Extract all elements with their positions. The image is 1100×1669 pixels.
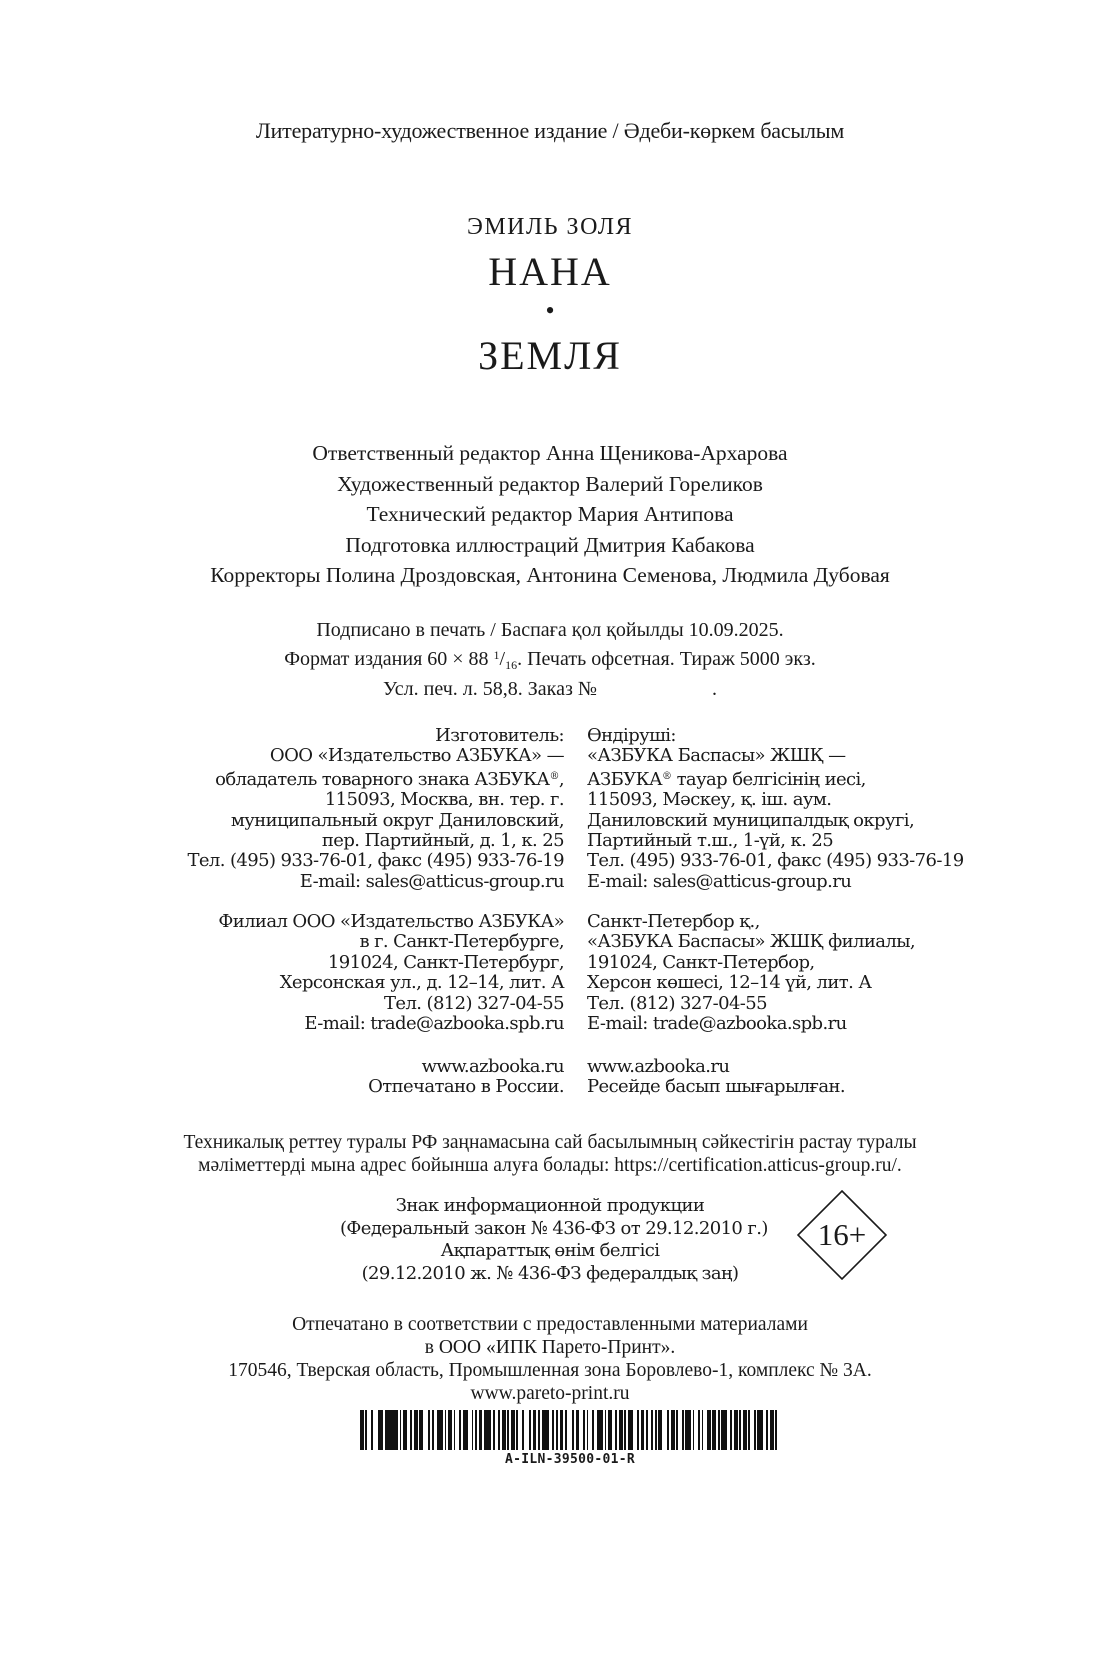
credit-line: Ответственный редактор Анна Щеникова-Архарова: [312, 441, 788, 465]
format-fraction-denominator: 16: [505, 657, 518, 672]
printer-website: www.pareto-print.ru: [470, 1383, 630, 1404]
manufacturer-kz-email: E-mail: sales@atticus-group.ru: [587, 870, 852, 892]
order-suffix: .: [711, 678, 717, 700]
branch-ru-line: Херсонская ул., д. 12–14, лит. А: [279, 972, 564, 994]
branch-kz-email: E-mail: trade@azbooka.spb.ru: [587, 1013, 847, 1035]
editorial-credits: [0, 438, 1100, 591]
manufacturer-ru-line: муниципальный округ Даниловский,: [230, 809, 564, 831]
trademark-text: обладатель товарного знака АЗБУКА: [215, 768, 550, 790]
manufacturer-kz-line: 115093, Мәскеу, қ. іш. аум.: [587, 789, 832, 811]
print-info: [0, 618, 1100, 702]
manufacturer-ru: [187, 726, 564, 892]
book-title-2: ЗЕМЛЯ: [478, 333, 622, 378]
branch-ru-line: 191024, Санкт-Петербург,: [327, 951, 564, 973]
format-fraction-slash: /: [499, 647, 506, 670]
barcode-bar: [542, 1410, 549, 1450]
barcode-icon: [360, 1410, 780, 1450]
signed-to-print: Подписано в печать / Баспаға қол қойылды 10.09.2025.: [316, 619, 784, 641]
barcode-bar: [484, 1410, 491, 1450]
website: www.azbooka.ru: [421, 1056, 564, 1077]
branch-ru-line: Филиал ООО «Издательство АЗБУКА»: [218, 911, 564, 932]
edition-type: Литературно-художественное издание / Әдеби-көркем басылым: [255, 118, 845, 143]
book-title-1: НАНА: [488, 249, 612, 294]
barcode-space: [777, 1410, 779, 1450]
branch-kz-line: 191024, Санкт-Петербор,: [587, 951, 815, 973]
printer-line: Отпечатано в соответствии с предоставленными материалами: [292, 1314, 808, 1335]
manufacturer-ru-phone: Тел. (495) 933-76-01, факс (495) 933-76-19: [187, 850, 564, 872]
age-rating-text: [340, 1195, 768, 1285]
certification-line: мәліметтерді мына адрес бойынша алуға болады: https://certification.atticus-group.ru/.: [198, 1154, 902, 1176]
manufacturer-kz: [587, 726, 964, 892]
branch-kz-line: Херсон көшесі, 12–14 үй, лит. А: [587, 972, 872, 994]
manufacturer-ru-line: пер. Партийный, д. 1, к. 25: [321, 830, 564, 852]
printer-line: в ООО «ИПК Парето-Принт».: [424, 1337, 676, 1358]
branch-ru-line: в г. Санкт-Петербурге,: [359, 931, 564, 953]
printed-in: Отпечатано в России.: [368, 1076, 564, 1098]
manufacturer-ru-line: Изготовитель:: [435, 725, 564, 746]
web-kz: [587, 1057, 845, 1098]
order-line: [0, 677, 1100, 702]
branch-kz-phone: Тел. (812) 327-04-55: [587, 992, 767, 1014]
certification-note: [0, 1132, 1100, 1177]
certification-line: Техникалық реттеу туралы РФ заңнамасына сай басылымның сәйкестігін растау туралы: [183, 1132, 917, 1153]
credit-line: Корректоры Полина Дроздовская, Антонина Семенова, Людмила Дубовая: [210, 563, 890, 587]
branch-ru: [218, 912, 564, 1034]
web-ru: [368, 1057, 564, 1098]
registered-mark-icon: ®: [549, 770, 559, 782]
branch-ru-phone: Тел. (812) 327-04-55: [384, 992, 564, 1014]
registered-mark-icon: ®: [662, 770, 672, 782]
credit-line: Подготовка иллюстраций Дмитрия Кабакова: [345, 532, 755, 557]
trademark-owner-text: тауар белгісінің иесі,: [671, 768, 866, 790]
title-separator-bullet-icon: •: [545, 296, 555, 325]
age-rating-line: (29.12.2010 ж. № 436-ФЗ федералдық заң): [361, 1262, 739, 1284]
manufacturer-ru-line: ООО «Издательство АЗБУКА» —: [269, 745, 564, 767]
printer-line: 170546, Тверская область, Промышленная зона Боровлево-1, комплекс № 3А.: [228, 1360, 872, 1381]
manufacturer-ru-email: E-mail: sales@atticus-group.ru: [299, 870, 564, 892]
trademark-text: АЗБУКА: [587, 768, 663, 790]
printer-info: [0, 1313, 1100, 1405]
age-rating-line: Ақпараттық өнім белгісі: [440, 1240, 660, 1261]
age-rating-line: (Федеральный закон № 436-ФЗ от 29.12.2010 г.): [340, 1217, 768, 1239]
manufacturer-kz-line: Өндіруші:: [587, 725, 676, 746]
format-fraction-numerator: 1: [493, 647, 500, 662]
age-rating-badge: [797, 1190, 887, 1280]
branch-kz-line: «АЗБУКА Баспасы» ЖШҚ филиалы,: [587, 931, 916, 953]
manufacturer-kz-line: [587, 767, 964, 790]
age-rating-label: 16+: [817, 1217, 867, 1252]
manufacturer-kz-phone: Тел. (495) 933-76-01, факс (495) 933-76-19: [587, 850, 964, 872]
manufacturer-ru-line: 115093, Москва, вн. тер. г.: [324, 789, 564, 811]
credit-line: Технический редактор Мария Антипова: [366, 502, 734, 526]
website: www.azbooka.ru: [587, 1056, 730, 1077]
credit-line: Художественный редактор Валерий Гореликов: [337, 471, 763, 496]
barcode-bar: [385, 1410, 398, 1450]
format-suffix: . Печать офсетная. Тираж 5000 экз.: [517, 647, 816, 670]
barcode-label: A-ILN-39500-01-R: [504, 1452, 636, 1467]
author-name: ЭМИЛЬ ЗОЛЯ: [466, 214, 634, 240]
branch-kz: [587, 912, 915, 1034]
branch-kz-line: Санкт-Петербор қ.,: [587, 911, 760, 932]
comma: ,: [558, 768, 564, 790]
format-prefix: Формат издания 60 × 88: [284, 647, 494, 670]
branch-ru-email: E-mail: trade@azbooka.spb.ru: [304, 1013, 564, 1035]
format-line: [0, 643, 1100, 678]
order-prefix: Усл. печ. л. 58,8. Заказ №: [383, 678, 597, 700]
manufacturer-kz-line: «АЗБУКА Баспасы» ЖШҚ —: [587, 745, 846, 767]
manufacturer-ru-line: [187, 767, 564, 790]
age-rating-line: Знак информационной продукции: [395, 1195, 705, 1216]
printed-in: Ресейде басып шығарылған.: [587, 1076, 846, 1098]
manufacturer-kz-line: Даниловский муниципалдық округі,: [587, 809, 915, 831]
manufacturer-kz-line: Партийный т.ш., 1-үй, к. 25: [587, 830, 834, 852]
